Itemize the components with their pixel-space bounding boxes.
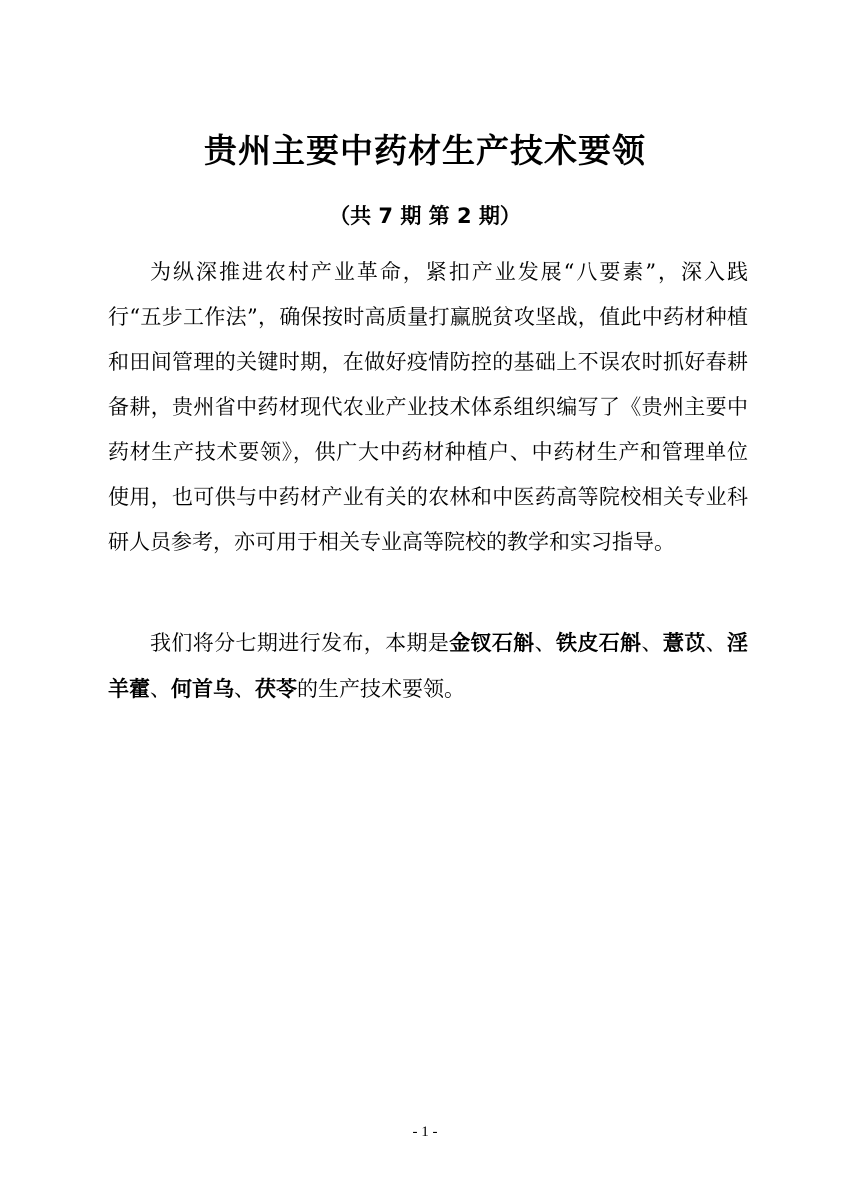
issue-subtitle: （共 7 期 第 2 期） (329, 204, 521, 228)
page-number: - 1 - (412, 1124, 438, 1140)
herb-name: 铁皮石斛 (556, 630, 642, 655)
herb-name: 淫羊藿 (108, 630, 749, 701)
release-paragraph (108, 620, 748, 712)
herb-separator: 、 (234, 677, 255, 701)
herb-name: 金钗石斛 (449, 630, 535, 655)
intro-paragraph: 为纵深推进农村产业革命，紧扣产业发展“八要素”，深入践行“五步工作法”，确保按时高质量打赢脱贫攻坚战，值此中药材种植和田间管理的关键时期，在做好疫情防控的基础上不误农时抓好春耕备耕，贵州省中药材现代农业产业技术体系组织编写了《贵州主要中药材生产技术要领》，供广大中药材种植户、中药材生产和管理单位使用，也可供与中药材产业有关的农林和中医药高等院校相关专业科研人员参考，亦可用于相关专业高等院校的教学和实习指导。 (108, 260, 748, 554)
herb-name: 何首乌 (171, 676, 234, 701)
release-intro: 我们将分七期进行发布，本期是 (150, 631, 450, 655)
herb-separator: 、 (534, 631, 557, 655)
herb-separator: 、 (705, 631, 728, 655)
herb-name: 薏苡 (662, 630, 706, 655)
page-title: 贵州主要中药材生产技术要领 (204, 131, 646, 170)
herb-name: 茯苓 (255, 676, 297, 701)
release-outro: 的生产技术要领。 (297, 677, 465, 701)
herb-separator: 、 (641, 631, 663, 655)
herb-separator: 、 (150, 677, 171, 701)
